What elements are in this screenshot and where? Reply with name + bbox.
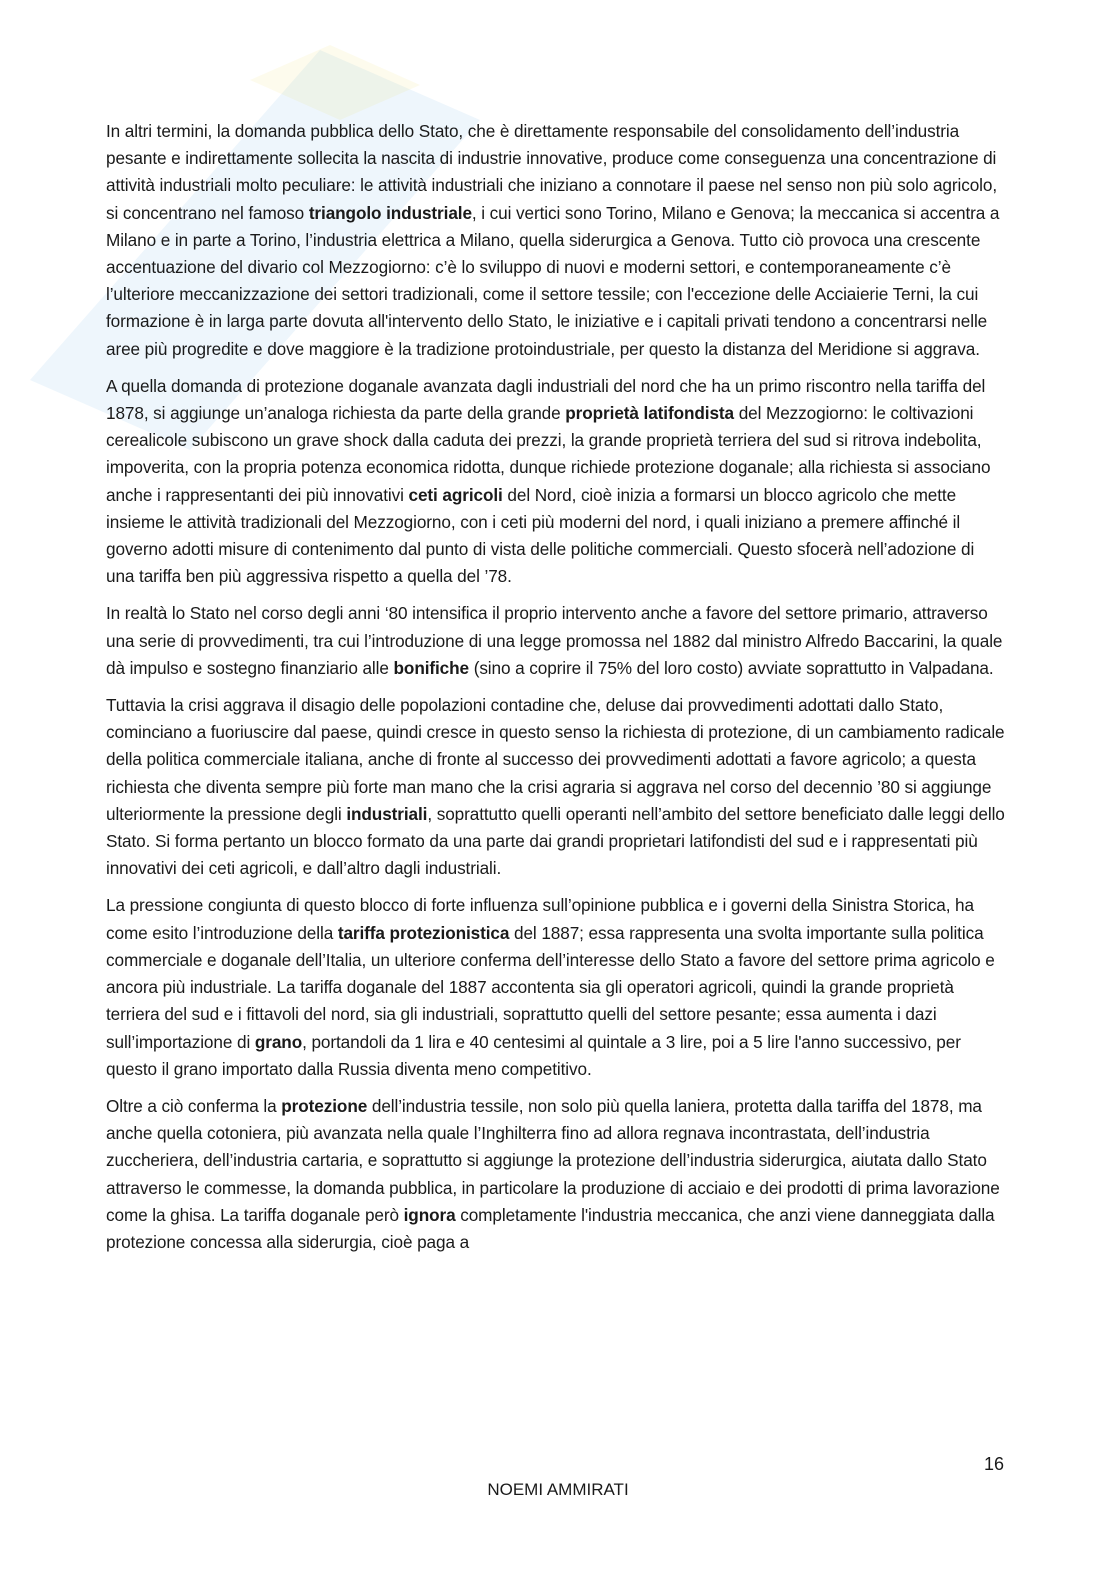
text-run: del 1887; essa rappresenta una svolta importante sulla politica commerciale e doganale dell’Italia, un ulteriore conferma dell’interesse dello Stato a favore del settore prima agricolo e ancora più industriale. La tariffa doganale del 1887 accontenta sia gli operatori agricoli, quindi la grande proprietà terriera del sud e i fittavoli del nord, sia gli industriali, soprattutto quelli del settore pesante; essa aumenta i dazi sull’importazione di [106,922,995,1052]
text-run: , portandoli da 1 lira e 40 centesimi al quintale a 3 lire, poi a 5 lire l'anno successivo, per questo il grano importato dalla Russia diventa meno competitivo. [106,1031,961,1079]
document-body [106,118,1006,1266]
bold-term: ceti agricoli [408,484,503,505]
paragraph [106,1093,1006,1256]
bold-term: triangolo industriale [308,202,472,223]
bold-term: bonifiche [393,657,470,678]
text-run: La pressione congiunta di questo blocco di forte influenza sull’opinione pubblica e i governi della Sinistra Storica, ha come esito l’introduzione della [106,895,974,943]
text-run: del Nord, cioè inizia a formarsi un blocco agricolo che mette insieme le attività tradizionali del Mezzogiorno, con i ceti più moderni del nord, i quali iniziano a premere affinché il governo adotti misure di contenimento dal punto di vista delle politiche commerciali. Questo sfocerà nell’adozione di una tariffa ben più aggressiva rispetto a quella del ’78. [106,484,975,587]
paragraph [106,118,1006,363]
text-run: In realtà lo Stato nel corso degli anni ‘80 intensifica il proprio intervento anche a favore del settore primario, attraverso una serie di provvedimenti, tra cui l’introduzione di una legge promossa nel 1882 dal ministro Alfredo Baccarini, la quale dà impulso e sostegno finanziario alle [106,603,1003,678]
paragraph [106,692,1006,882]
text-run: dell’industria tessile, non solo più quella laniera, protetta dalla tariffa del 1878, ma anche quella cotoniera, più avanzata nella quale l’Inghilterra fino ad allora regnava incontrastata, dell’industria zuccheriera, dell’industria cartaria, e soprattutto si aggiunge la protezione dell’industria siderurgica, aiutata dallo Stato attraverso le commesse, la domanda pubblica, in particolare la produzione di acciaio e dei prodotti di prima lavorazione come la ghisa. La tariffa doganale però [106,1095,1000,1225]
text-run: del Mezzogiorno: le coltivazioni cerealicole subiscono un grave shock dalla caduta dei prezzi, la grande proprietà terriera del sud si ritrova indebolita, impoverita, con la propria potenza economica ridotta, dunque richiede protezione doganale; alla richiesta si associano anche i rappresentanti dei più innovativi [106,403,991,505]
bold-term: industriali [346,803,428,824]
paragraph [106,373,1006,591]
text-run: (sino a coprire il 75% del loro costo) avviate soprattutto in Valpadana. [469,657,994,678]
text-run: Oltre a ciò conferma la [106,1095,282,1116]
paragraph [106,892,1006,1082]
bold-term: proprietà latifondista [565,403,735,424]
text-run: Tuttavia la crisi aggrava il disagio delle popolazioni contadine che, deluse dai provvedimenti adottati dallo Stato, cominciano a fuoriuscire dal paese, quindi cresce in questo senso la richiesta di protezione, di un cambiamento radicale della politica commerciale italiana, anche di fronte al successo dei provvedimenti adottati a favore agricolo; a questa richiesta che diventa sempre più forte man mano che la crisi agraria si aggrava nel corso del decennio ’80 si aggiunge ulteriormente la pressione degli [106,695,1005,824]
text-run: A quella domanda di protezione doganale avanzata dagli industriali del nord che ha un primo riscontro nella tariffa del 1878, si aggiunge un’analoga richiesta da parte della grande [106,375,986,424]
bold-term: grano [254,1031,303,1052]
text-run: , i cui vertici sono Torino, Milano e Genova; la meccanica si accentra a Milano e in parte a Torino, l’industria elettrica a Milano, quella siderurgica a Genova. Tutto ciò provoca una crescente accentuazione del divario col Mezzogiorno: c’è lo sviluppo di nuovi e moderni settori, e contemporaneamente c’è l’ulteriore meccanizzazione dei settori tradizionali, come il settore tessile; con l'eccezione delle Acciaierie Terni, la cui formazione è in larga parte dovuta all'intervento dello Stato, le iniziative e i capitali privati tendono a concentrarsi nelle aree più progredite e dove maggiore è la tradizione protoindustriale, per questo la distanza del Meridione si aggrava. [106,202,1000,359]
paragraph [106,600,1006,682]
bold-term: ignora [403,1204,456,1225]
text-run: In altri termini, la domanda pubblica dello Stato, che è direttamente responsabile del consolidamento dell’industria pesante e indirettamente sollecita la nascita di industrie innovative, produce come conseguenza una concentrazione di attività industriali molto peculiare: le attività industriali che iniziano a connotare il paese nel senso non più solo agricolo, si concentrano nel famoso [106,121,998,223]
text-run: , soprattutto quelli operanti nell’ambito del settore beneficiato dalle leggi dello Stato. Si forma pertanto un blocco formato da una parte dai grandi proprietari latifondisti del sud e i rappresentati più innovativi dei ceti agricoli, e dall’altro dagli industriali. [106,803,1005,879]
bold-term: protezione [281,1095,368,1116]
text-run: completamente l'industria meccanica, che anzi viene danneggiata dalla protezione concessa alla siderurgia, cioè paga a [106,1204,995,1252]
page-number: 16 [983,1454,1004,1474]
footer-author: NOEMI AMMIRATI [487,1480,629,1499]
bold-term: tariffa protezionistica [337,922,510,943]
